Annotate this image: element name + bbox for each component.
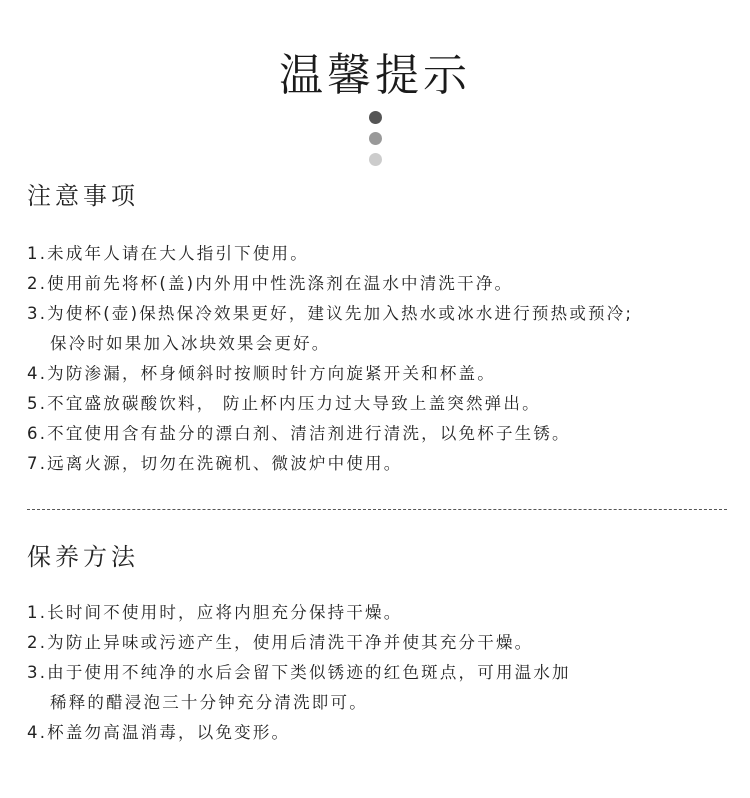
list-item-continuation: 稀释的醋浸泡三十分钟充分清洗即可。 (50, 693, 368, 712)
list-item: 4.为防渗漏，杯身倾斜时按顺时针方向旋紧开关和杯盖。 (27, 364, 496, 383)
decorative-dots (369, 111, 383, 174)
section-heading-maintenance: 保养方法 (27, 543, 139, 571)
list-item: 6.不宜使用含有盐分的漂白剂、清洁剂进行清洗，以免杯子生锈。 (27, 424, 571, 443)
dot-light (369, 153, 382, 166)
list-item: 3.为使杯(壶)保热保冷效果更好，建议先加入热水或冰水进行预热或预冷; (27, 304, 634, 323)
precautions-list (27, 239, 737, 479)
page-title: 温馨提示 (279, 50, 471, 101)
list-item: 1.长时间不使用时，应将内胆充分保持干燥。 (27, 603, 403, 622)
list-item: 2.使用前先将杯(盖)内外用中性洗涤剂在温水中清洗干净。 (27, 274, 514, 293)
list-item: 2.为防止异味或污迹产生，使用后清洗干净并使其充分干燥。 (27, 633, 534, 652)
list-item: 5.不宜盛放碳酸饮料， 防止杯内压力过大导致上盖突然弹出。 (27, 394, 541, 413)
maintenance-list (27, 598, 737, 748)
list-item: 3.由于使用不纯净的水后会留下类似锈迹的红色斑点，可用温水加 (27, 663, 571, 682)
list-item: 1.未成年人请在大人指引下使用。 (27, 244, 309, 263)
dot-dark (369, 111, 382, 124)
dot-medium (369, 132, 382, 145)
list-item-continuation: 保冷时如果加入冰块效果会更好。 (50, 334, 331, 353)
dashed-divider (27, 509, 727, 510)
list-item: 7.远离火源，切勿在洗碗机、微波炉中使用。 (27, 454, 403, 473)
section-heading-precautions: 注意事项 (27, 182, 139, 210)
list-item: 4.杯盖勿高温消毒，以免变形。 (27, 723, 291, 742)
